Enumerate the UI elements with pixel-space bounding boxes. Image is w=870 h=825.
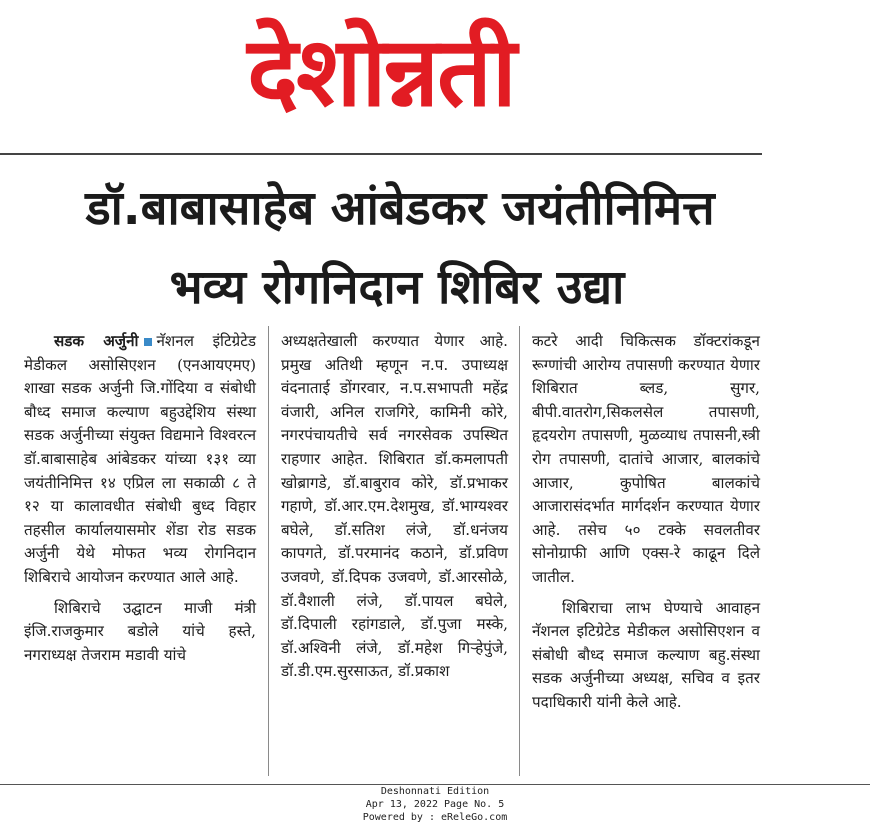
column-divider [519, 326, 520, 776]
footer-date-page: Apr 13, 2022 Page No. 5 [365, 799, 505, 810]
page-footer [0, 785, 870, 824]
footer-powered-by: Powered by : eReleGo.com [362, 812, 508, 823]
article-column-2 [281, 330, 508, 684]
newspaper-logo: देशोन्नती [247, 16, 515, 128]
article-column-1 [24, 330, 256, 667]
article-paragraph: शिबिराचे उद्घाटन माजी मंत्री इंजि.राजकुमार बडोले यांचे हस्ते, नगराध्यक्ष तेजराम मडावी यांचे [24, 598, 256, 664]
masthead-divider [0, 153, 762, 155]
article-paragraph: कटरे आदी चिकित्सक डॉक्टरांकडून रूग्णांची आरोग्य तपासणी करण्यात येणार शिबिरात ब्लड, सुगर, बीपी.वातरोग,सिकलसेल तपासणी, हृदयरोग तपासणी, मुळव्याध तपासनी,स्त्री रोग तपासणी, दातांचे आजार, बालकांचे आजार, कुपोषित बालकांचे आजारासंदर्भात मार्गदर्शन करण्यात येणार आहे. तसेच ५० टक्के सवलतीवर सोनोग्राफी आणि एक्स-रे काढून दिले जातील. [532, 332, 760, 586]
headline-line-1: डॉ.बाबासाहेब आंबेडकर जयंतीनिमित्त [85, 181, 715, 236]
column-divider [268, 326, 269, 776]
article-paragraph: अध्यक्षतेखाली करण्यात येणार आहे. प्रमुख अतिथी म्हणून न.प. उपाध्यक्ष वंदनाताई डोंगरवार, न.प.सभापती महेंद्र वंजारी, अनिल राजगिरे, कामिनी कोरे, नगरपंचायतीचे सर्व नगरसेवक उपस्थित राहणार आहेत. शिबिरात डॉ.कमलापती खोब्रागडे, डॉ.बाबुराव कोरे, डॉ.प्रभाकर गहाणे, डॉ.आर.एम.देशमुख, डॉ.भाग्यश्वर बघेले, डॉ.सतिश लंजे, डॉ.धनंजय कापगते, डॉ.परमानंद कठाने, डॉ.प्रविण उजवणे, डॉ.दिपक उजवणे, डॉ.आरसोळे, डॉ.वैशाली लंजे, डॉ.पायल बघेले, डॉ.दिपाली रहांगडाले, डॉ.पुजा मस्के, डॉ.अश्विनी लंजे, डॉ.महेश गिऱ्हेपुंजे, डॉ.डी.एम.सुरसाऊत, डॉ.प्रकाश [281, 332, 508, 681]
article-paragraph: शिबिराचा लाभ घेण्याचे आवाहन नॅशनल इटिग्रेटेड मेडीकल असोसिएशन व संबोधी बौध्द समाज कल्याण बहु.संस्था सडक अर्जुनीच्या अध्यक्ष, सचिव व इतर पदाधिकारी यांनी केले आहे. [532, 598, 760, 711]
footer-edition: Deshonnati Edition [380, 786, 490, 797]
article-paragraph [24, 330, 256, 590]
square-bullet-icon [144, 338, 152, 346]
headline-line-2: भव्य रोगनिदान शिबिर उद्या [169, 260, 625, 315]
article-column-3 [532, 330, 760, 715]
paragraph-text: नॅशनल इंटिग्रेटेड मेडीकल असोसिएशन (एनआयएमए) शाखा सडक अर्जुनी जि.गोंदिया व संबोधी बौध्द समाज कल्याण बहुउद्देशिय संस्था सडक अर्जुनीच्या संयुक्त विद्यमाने विश्वरत्न डॉ.बाबासाहेब आंबेडकर यांच्या १३१ व्या जयंतीनिमित्त १४ एप्रिल ला सकाळी ८ ते १२ या कालावधीत संबोधी बुध्द विहार तहसील कार्यालयासमोर शेंडा रोड सडक अर्जुनी येथे मोफत भव्य रोगनिदान शिबिराचे आयोजन करण्यात आले आहे. [24, 332, 256, 586]
dateline: सडक अर्जुनी [54, 332, 139, 350]
masthead [0, 0, 762, 152]
